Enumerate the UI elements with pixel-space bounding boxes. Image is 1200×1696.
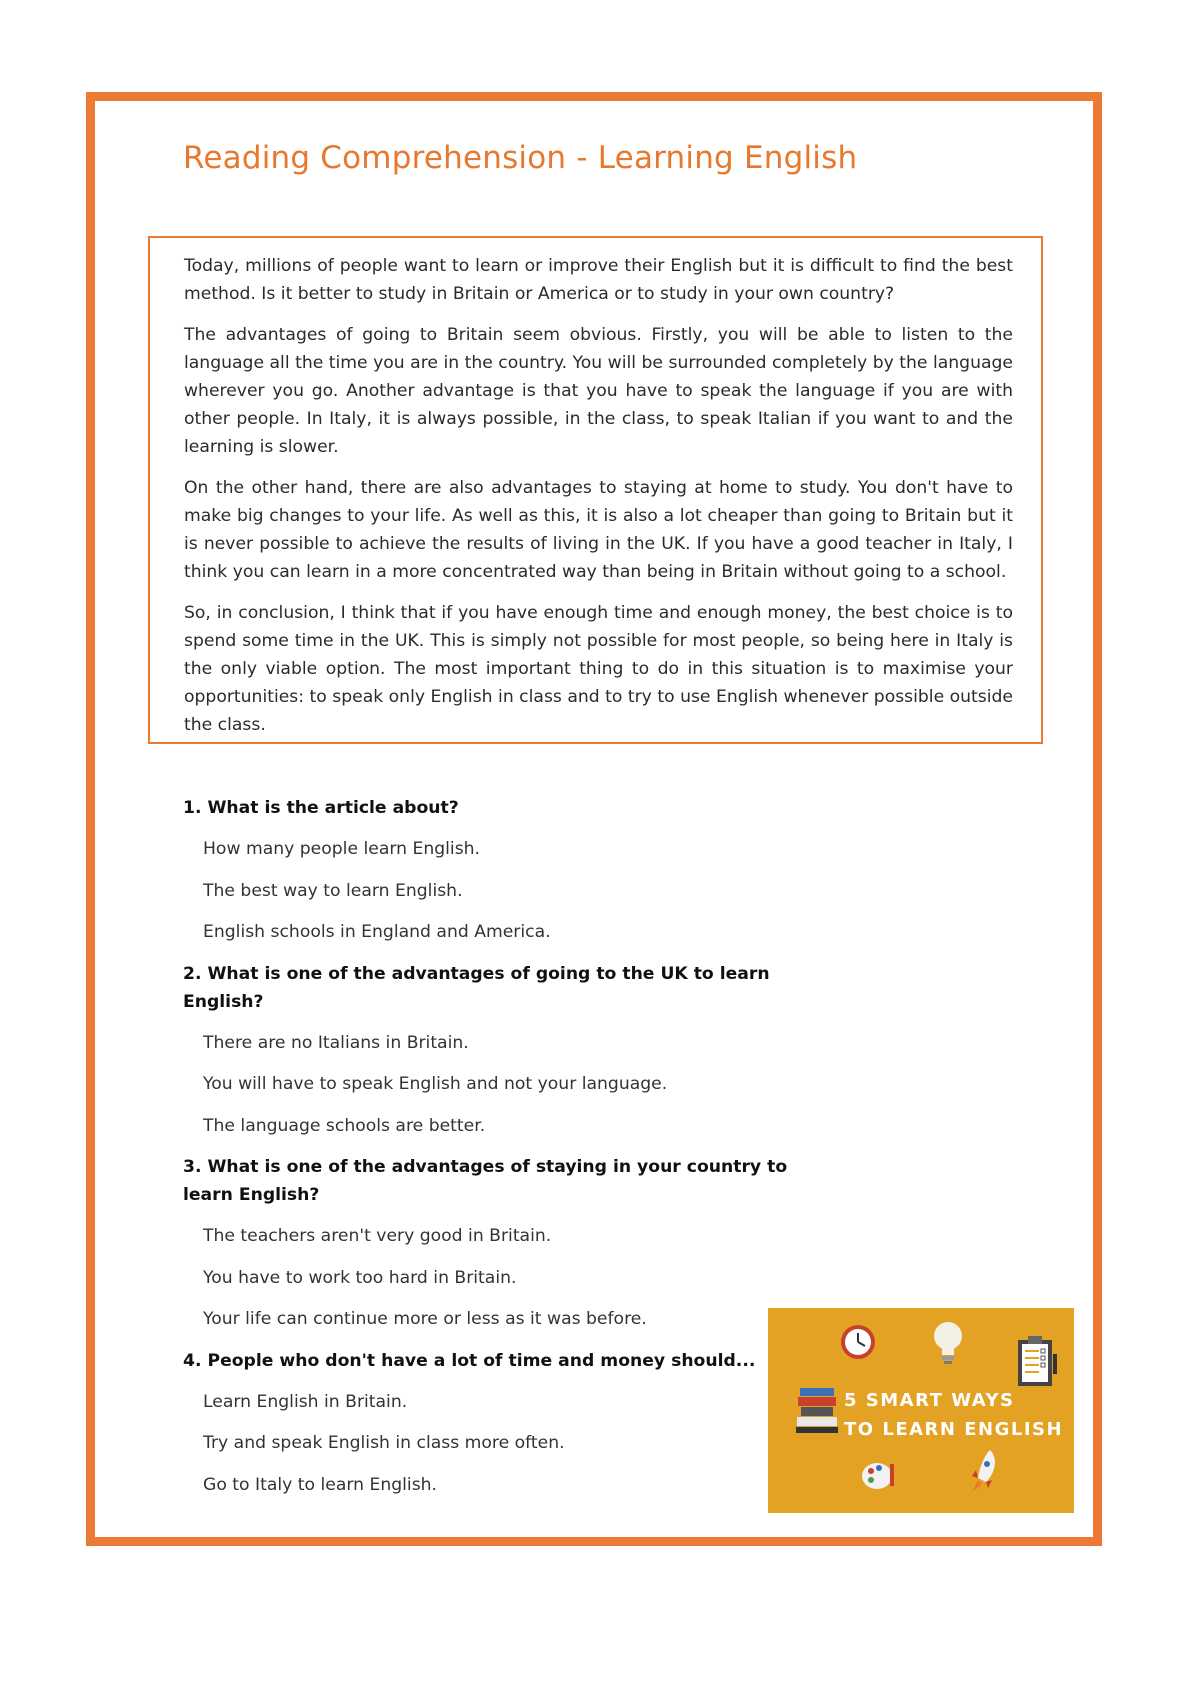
banner-title-line: 5 SMART WAYS <box>844 1390 1015 1411</box>
question-text: 3. What is one of the advantages of staying in your country to learn English? <box>183 1157 788 1205</box>
answer-option[interactable]: There are no Italians in Britain. <box>203 1032 469 1053</box>
answer-option[interactable]: The language schools are better. <box>203 1115 486 1136</box>
passage-paragraph: Today, millions of people want to learn or improve their English but it is difficult to find the best method. Is it better to study in Britain or America or to study in your own country? <box>184 256 1013 304</box>
quiz-questions <box>183 794 823 1512</box>
answer-option[interactable]: English schools in England and America. <box>203 922 551 942</box>
answer-option[interactable]: How many people learn English. <box>203 839 481 859</box>
answer-option[interactable]: You will have to speak English and not your language. <box>203 1074 668 1094</box>
answer-option[interactable]: Go to Italy to learn English. <box>203 1474 438 1495</box>
reading-passage <box>148 236 1043 744</box>
question-text: 1. What is the article about? <box>183 798 459 818</box>
question-block <box>183 960 823 1140</box>
answer-option[interactable]: You have to work too hard in Britain. <box>203 1267 517 1288</box>
question-block <box>183 794 823 946</box>
passage-paragraph: On the other hand, there are also advantages to staying at home to study. You don't have to make big changes to your life. As well as this, it is also a lot cheaper than going to Britain but it is never possible to achieve the results of living in the UK. If you have a good teacher in Italy, I think you can learn in a more concentrated way than being in Britain without going to a school. <box>184 478 1013 582</box>
answer-option[interactable]: The teachers aren't very good in Britain. <box>203 1226 552 1246</box>
question-block <box>183 1347 823 1499</box>
clock-icon <box>838 1322 878 1362</box>
passage-paragraph: The advantages of going to Britain seem obvious. Firstly, you will be able to listen to the language all the time you are in the country. You will be surrounded completely by the language wherever you go. Another advantage is that you have to speak the language if you are with other people. In Italy, it is always possible, in the class, to speak Italian if you want to and the learning is slower. <box>184 325 1013 457</box>
passage-paragraph: So, in conclusion, I think that if you have enough time and enough money, the best choice is to spend some time in the UK. This is simply not possible for most people, so being here in Italy is the only viable option. The most important thing to do in this situation is to maximise your opportunities: to speak only English in class and to try to use English whenever possible outside the class. <box>184 603 1013 735</box>
books-icon <box>794 1384 840 1436</box>
question-text: 4. People who don't have a lot of time and money should... <box>183 1350 756 1371</box>
page-title: Reading Comprehension - Learning English <box>183 140 858 176</box>
rocket-icon <box>964 1448 1004 1500</box>
answer-option[interactable]: Your life can continue more or less as it was before. <box>203 1309 647 1329</box>
banner-title-line: TO LEARN ENGLISH <box>844 1419 1064 1440</box>
lightbulb-icon <box>930 1320 966 1366</box>
smart-ways-banner[interactable] <box>768 1308 1074 1513</box>
answer-option[interactable]: The best way to learn English. <box>203 880 463 901</box>
answer-option[interactable]: Learn English in Britain. <box>203 1391 408 1412</box>
question-block <box>183 1153 823 1333</box>
question-text: 2. What is one of the advantages of going to the UK to learn English? <box>183 963 770 1012</box>
banner-title <box>844 1386 1063 1444</box>
answer-option[interactable]: Try and speak English in class more often. <box>203 1433 565 1453</box>
clipboard-icon <box>1014 1334 1060 1390</box>
palette-icon <box>860 1458 900 1494</box>
